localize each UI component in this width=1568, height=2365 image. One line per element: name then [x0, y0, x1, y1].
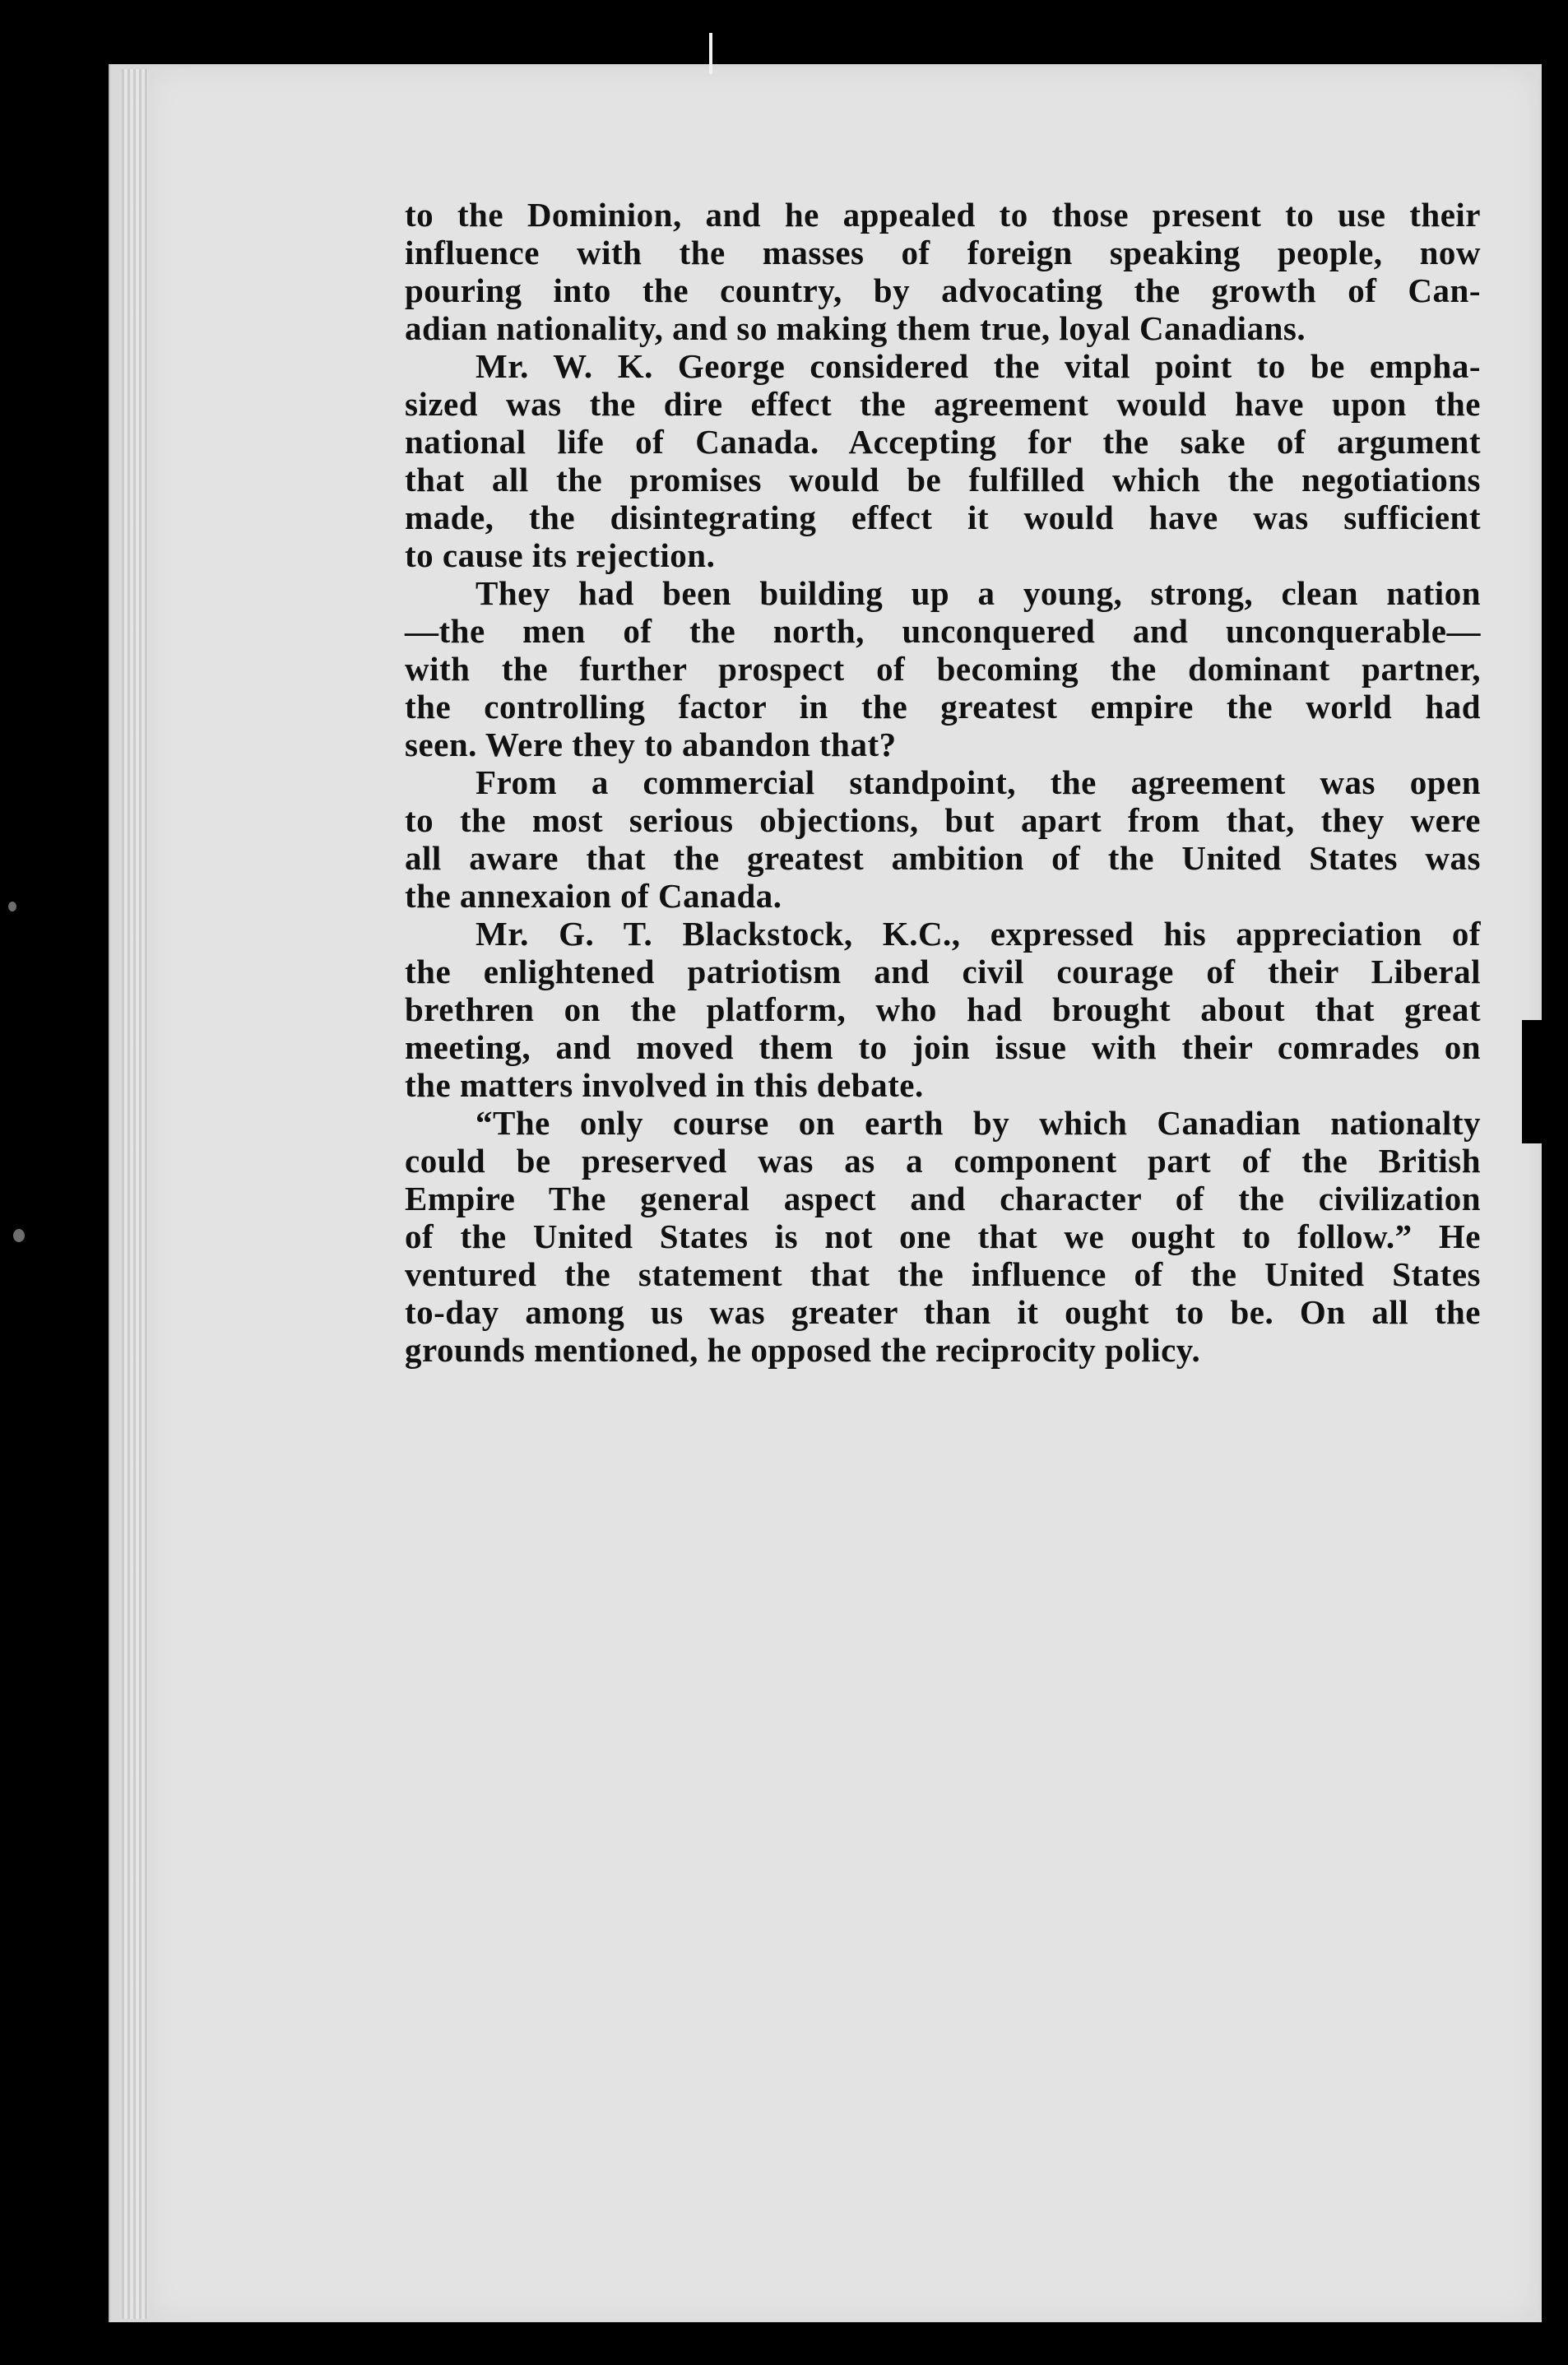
text-line: to cause its rejection. [405, 536, 716, 574]
scan-mark [709, 33, 712, 74]
text-line: the matters involved in this debate. [405, 1066, 924, 1104]
paragraph [405, 1104, 1481, 1369]
text-line: They had been building up a young, strong, clean nation [476, 574, 1481, 612]
text-line: made, the disintegrating effect it would have was sufficient [405, 499, 1481, 536]
text-line: national life of Canada. Accepting for the sake of argument [405, 423, 1481, 461]
text-line: pouring into the country, by advocating the growth of Can- [405, 271, 1481, 309]
text-line: meeting, and moved them to join issue with their comrades on [405, 1028, 1481, 1066]
text-line: brethren on the platform, who had brought about that great [405, 990, 1481, 1028]
text-line: “The only course on earth by which Canadian nationalty [476, 1104, 1481, 1142]
scan-speck [8, 902, 16, 911]
text-line: sized was the dire effect the agreement would have upon the [405, 385, 1481, 423]
text-line: —the men of the north, unconquered and unconquerable— [405, 612, 1481, 650]
text-line: to the Dominion, and he appealed to those present to use their [405, 196, 1481, 234]
text-line: with the further prospect of becoming the dominant partner, [405, 650, 1481, 688]
page-edge-lines [122, 69, 150, 2319]
paragraph [405, 196, 1481, 347]
text-line: influence with the masses of foreign speaking people, now [405, 234, 1481, 271]
text-line: Mr. W. K. George considered the vital point to be empha- [476, 347, 1481, 385]
page-notch [1522, 1020, 1547, 1143]
paragraph [405, 347, 1481, 574]
text-line: all aware that the greatest ambition of the United States was [405, 839, 1481, 877]
scan-speck [13, 1229, 25, 1242]
text-line: grounds mentioned, he opposed the reciprocity policy. [405, 1331, 1201, 1369]
text-line: Empire The general aspect and character of the civilization [405, 1180, 1481, 1217]
text-line: to-day among us was greater than it ought to be. On all the [405, 1293, 1481, 1331]
paragraph [405, 915, 1481, 1104]
text-line: ventured the statement that the influence of the United States [405, 1255, 1481, 1293]
paragraph [405, 574, 1481, 763]
text-line: the annexaion of Canada. [405, 877, 782, 915]
paragraph [405, 763, 1481, 915]
text-line: adian nationality, and so making them true, loyal Canadians. [405, 309, 1306, 347]
text-line: the enlightened patriotism and civil courage of their Liberal [405, 953, 1481, 990]
text-line: of the United States is not one that we ought to follow.” He [405, 1217, 1481, 1255]
text-line: to the most serious objections, but apart from that, they were [405, 801, 1481, 839]
text-line: From a commercial standpoint, the agreement was open [476, 763, 1481, 801]
text-line: the controlling factor in the greatest empire the world had [405, 688, 1481, 726]
text-line: could be preserved was as a component part of the British [405, 1142, 1481, 1180]
text-line: Mr. G. T. Blackstock, K.C., expressed his appreciation of [476, 915, 1481, 953]
text-line: seen. Were they to abandon that? [405, 726, 897, 763]
body-text [405, 196, 1481, 1369]
text-line: that all the promises would be fulfilled which the negotiations [405, 461, 1481, 499]
